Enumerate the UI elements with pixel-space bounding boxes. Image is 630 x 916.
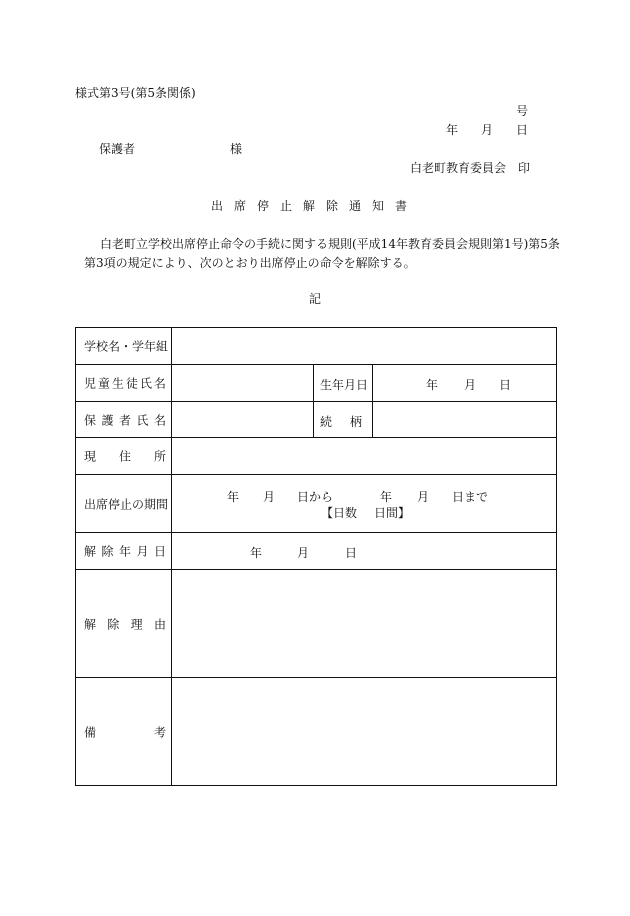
body-line-1: 白老町立学校出席停止命令の手続に関する規則(平成14年教育委員会規則第1号)第5条 bbox=[100, 237, 560, 251]
field-student-name[interactable] bbox=[172, 365, 313, 401]
body-line-2: 第3項の規定により、次のとおり出席停止の命令を解除する。 bbox=[84, 256, 416, 270]
row-remarks bbox=[76, 678, 556, 785]
row-release-date bbox=[76, 533, 556, 570]
label-student-name: 児 童 生 徒 氏 名 bbox=[76, 365, 172, 401]
birth-month: 月 bbox=[464, 378, 477, 392]
period-to-year: 年 bbox=[380, 490, 393, 504]
label-release-date: 解 除 年 月 日 bbox=[76, 533, 172, 569]
issue-date-year: 年 bbox=[446, 123, 459, 137]
document-title: 出席停止解除通知書 bbox=[211, 199, 419, 213]
period-days-open: 【日数 bbox=[321, 506, 358, 520]
period-from-day: 日から bbox=[297, 490, 334, 504]
label-school: 学校名・学年組 bbox=[76, 328, 172, 364]
field-reason[interactable] bbox=[172, 570, 556, 677]
release-month: 月 bbox=[297, 546, 310, 560]
birth-day: 日 bbox=[499, 378, 512, 392]
field-guardian-name[interactable] bbox=[172, 402, 313, 437]
row-reason bbox=[76, 570, 556, 678]
release-day: 日 bbox=[345, 546, 358, 560]
label-period: 出席停止の期間 bbox=[76, 475, 172, 532]
row-student bbox=[76, 365, 556, 402]
release-year: 年 bbox=[250, 546, 263, 560]
field-school[interactable] bbox=[172, 328, 556, 364]
ki-mark: 記 bbox=[309, 292, 322, 306]
period-to-month: 月 bbox=[417, 490, 430, 504]
period-from-year: 年 bbox=[227, 490, 240, 504]
field-address[interactable] bbox=[172, 438, 556, 474]
row-period bbox=[76, 475, 556, 533]
issue-date-day: 日 bbox=[516, 123, 529, 137]
label-address: 現 住 所 bbox=[76, 438, 172, 474]
issuer: 白老町教育委員会 印 bbox=[410, 161, 531, 175]
row-guardian bbox=[76, 402, 556, 438]
form-number: 様式第3号(第5条関係) bbox=[75, 86, 196, 100]
addressee: 保護者 bbox=[99, 142, 136, 156]
row-school bbox=[76, 328, 556, 365]
body-paragraph bbox=[84, 235, 564, 273]
notice-table bbox=[75, 327, 557, 786]
period-days-close: 日間】 bbox=[374, 506, 411, 520]
period-from-month: 月 bbox=[263, 490, 276, 504]
label-birth-date: 生年月日 bbox=[320, 378, 369, 392]
issue-date-month: 月 bbox=[481, 123, 494, 137]
birth-year: 年 bbox=[426, 378, 439, 392]
label-guardian-name: 保 護 者 氏 名 bbox=[76, 402, 172, 437]
label-reason: 解 除 理 由 bbox=[76, 570, 172, 677]
row-address bbox=[76, 438, 556, 475]
issue-number: 号 bbox=[516, 104, 529, 118]
field-relationship[interactable] bbox=[373, 402, 556, 437]
label-relationship: 続 柄 bbox=[320, 415, 363, 429]
field-remarks[interactable] bbox=[172, 678, 556, 785]
label-remarks: 備 考 bbox=[76, 678, 172, 785]
period-to-day: 日まで bbox=[452, 490, 489, 504]
honorific: 様 bbox=[230, 142, 243, 156]
